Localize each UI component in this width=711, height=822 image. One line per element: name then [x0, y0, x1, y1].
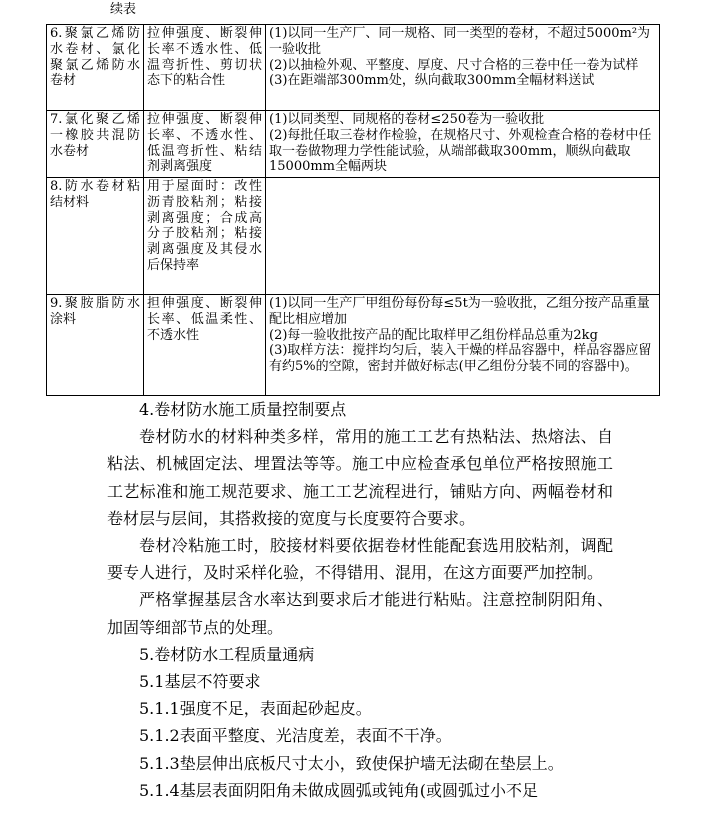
list-item: 5.1.4基层表面阴阳角未做成圆弧或钝角(或圆弧过小不足: [139, 780, 538, 800]
sampling-item: (3)取样方法：搅拌均匀后，装入干燥的样品容器中，样品容器应留有约5%的空隙，密封并做好标志(甲乙组份分装不同的容器中)。: [269, 343, 652, 375]
section-heading: 4.卷材防水施工质量控制要点: [139, 400, 347, 419]
section-heading: 5.卷材防水工程质量通病: [139, 644, 315, 664]
test-items-cell: 担伸强度、断裂伸长率、低温柔性、不透水性: [144, 295, 266, 396]
table-row: [47, 178, 660, 295]
table-row: [47, 295, 660, 396]
sampling-item: (2)每批任取三卷材作检验，在规格尺寸、外观检查合格的卷材中任取一卷做物理力学性能试验，从端部截取300mm，顺纵向截取15000mm全幅两块: [269, 127, 652, 175]
sampling-item: (2)每一验收批按产品的配比取样甲乙组份样品总重为2kg: [269, 327, 598, 343]
test-items-cell: 拉伸强度、断裂伸长率、不透水性、低温弯折性、粘结剂剥离强度: [144, 111, 266, 178]
sampling-item: (1)以同一生产厂、同一规格、同一类型的卷材，不超过5000m²为一验收批: [269, 26, 651, 57]
sampling-item: (2)以抽检外观、平整度、厚度、尺寸合格的三卷中任一卷为试样: [269, 57, 639, 73]
test-items-cell: 用于屋面时：改性沥青胶粘剂；粘接剥离强度；合成高分子胶粘剂；粘接剥离强度及其侵水后保持率: [144, 178, 266, 295]
material-cell: 9.聚胺脂防水涂料: [47, 295, 144, 396]
sampling-cell: [266, 178, 660, 295]
table-row: [47, 25, 660, 111]
table-row: [47, 111, 660, 178]
sampling-cell: [266, 111, 660, 178]
inspection-table: [46, 24, 660, 396]
paragraph: 卷材冷粘施工时，胶接材料要依据卷材性能配套选用胶粘剂，调配要专人进行，及时采样化验，不得错用、混用，在这方面要严加控制。: [107, 536, 613, 583]
paragraph: 卷材防水的材料种类多样，常用的施工工艺有热粘法、热熔法、自粘法、机械固定法、埋置法等等。施工中应检查承包单位严格按照施工工艺标准和施工规范要求、施工工艺流程进行，铺贴方向、两幅卷材和卷材层与层间，其搭救接的宽度与长度要符合要求。: [107, 427, 613, 528]
table-caption: 续表: [110, 2, 137, 17]
material-cell: 6.聚氯乙烯防水卷材、氯化聚氯乙烯防水卷材: [47, 25, 144, 111]
list-item: 5.1.2表面平整度、光洁度差，表面不干净。: [139, 726, 452, 746]
sampling-item: (1)以同一生产厂甲组份每份每≤5t为一验收批，乙组分按产品重量配比相应增加: [269, 296, 650, 327]
list-item: 5.1.1强度不足，表面起砂起皮。: [139, 699, 372, 719]
sampling-item: (3)在距端部300mm处，纵向截取300mm全幅材料送试: [269, 73, 595, 89]
body-text: [107, 396, 613, 804]
paragraph: 严格掌握基层含水率达到要求后才能进行粘贴。注意控制阴阳角、加固等细部节点的处理。: [107, 590, 613, 637]
subsection-heading: 5.1基层不符要求: [139, 672, 261, 692]
material-cell: 7.氯化聚乙烯一橡胶共混防水卷材: [47, 111, 144, 178]
sampling-cell: [266, 295, 660, 396]
test-items-cell: 拉伸强度、断裂伸长率不透水性、低温弯折性、剪切状态下的粘合性: [144, 25, 266, 111]
list-item: 5.1.3垫层伸出底板尺寸太小，致使保护墙无法砌在垫层上。: [139, 753, 564, 773]
sampling-item: (1)以同类型、同规格的卷材≤250卷为一验收批: [269, 112, 545, 127]
material-cell: 8.防水卷材粘结材料: [47, 178, 144, 295]
sampling-cell: [266, 25, 660, 111]
